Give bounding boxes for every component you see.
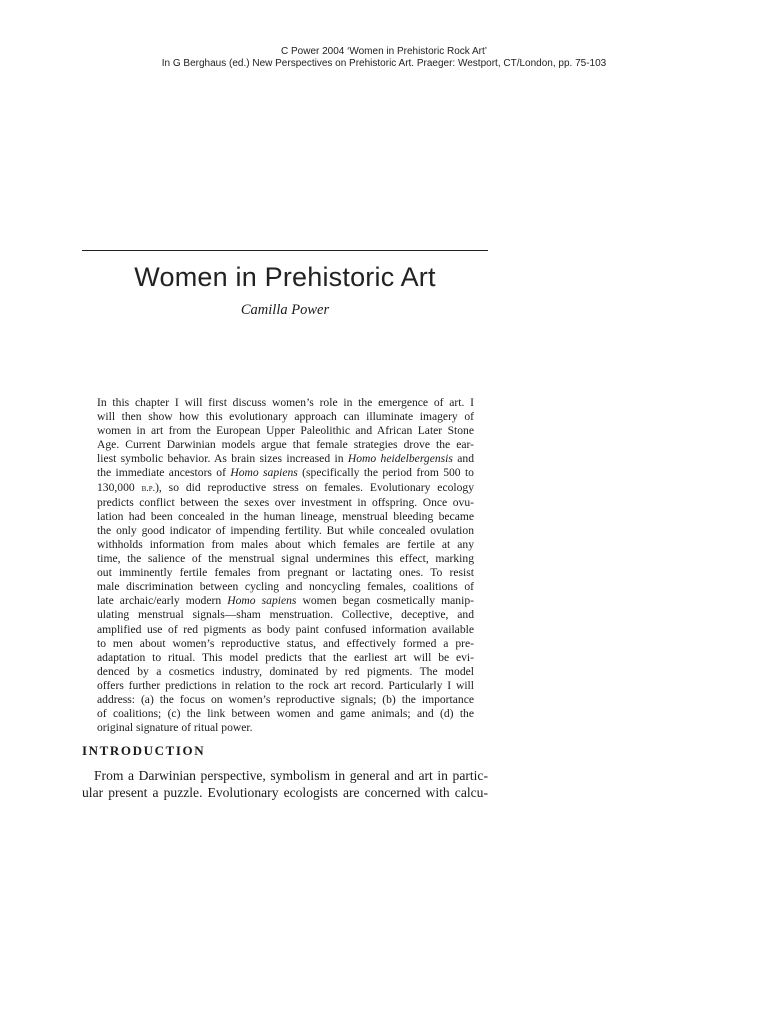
abstract-line: ulating menstrual signals—sham menstruation. Collective, deceptive, and: [97, 608, 474, 622]
abstract-text: 130,000: [97, 480, 135, 494]
abstract-line: amplified use of red pigments as body paint confused information available: [97, 622, 474, 636]
abstract-line: Age. Current Darwinian models argue that female strategies drove the ear-: [97, 438, 474, 452]
abstract: [97, 396, 474, 735]
abstract-line: predicts conflict between the sexes over investment in offspring. Once ovu-: [97, 495, 474, 509]
abstract-line: will then show how this evolutionary approach can illuminate imagery of: [97, 410, 474, 424]
abstract-line: address: (a) the focus on women’s reproductive signals; (b) the importance: [97, 692, 474, 706]
body-line: From a Darwinian perspective, symbolism in general and art in partic-: [94, 768, 488, 783]
species-name: Homo heidelbergensis: [347, 452, 453, 466]
body-paragraph: [82, 767, 488, 802]
abstract-line: withholds information from males about which females are fertile at any: [97, 537, 474, 551]
citation-line-2: In G Berghaus (ed.) New Perspectives on Prehistoric Art. Praeger: Westport, CT/London, pp. 75-103: [161, 58, 607, 69]
abstract-text: (specifically the period from 500 to: [302, 466, 474, 480]
abstract-line: out imminently fertile females from pregnant or lactating ones. To resist: [97, 566, 474, 580]
abstract-text: ), so did reproductive stress on females. Evolutionary ecology: [155, 480, 474, 494]
abstract-line: [97, 594, 474, 608]
abstract-line: denced by a cosmetics industry, dominated by red pigments. The model: [97, 664, 474, 678]
abstract-line: offers further predictions in relation to the rock art record. Particularly I will: [97, 678, 474, 692]
abstract-text: liest symbolic behavior. As brain sizes increased in: [97, 452, 344, 466]
title-rule: [82, 250, 488, 251]
abstract-text: women began cosmetically manip-: [302, 594, 474, 608]
abstract-line: [97, 452, 474, 466]
abstract-line: women in art from the European Upper Paleolithic and African Later Stone: [97, 424, 474, 438]
abstract-line: time, the salience of the menstrual signal undermines this effect, marking: [97, 552, 474, 566]
abstract-line: to men about women’s reproductive status, and effectively formed a pre-: [97, 636, 474, 650]
abstract-line: lation had been concealed in the human lineage, menstrual bleeding became: [97, 509, 474, 523]
abstract-line: In this chapter I will first discuss women’s role in the emergence of art. I: [97, 396, 474, 409]
abstract-text: late archaic/early modern: [97, 594, 222, 608]
species-name: Homo sapiens: [230, 466, 298, 480]
citation-header: [0, 46, 768, 70]
body-line: ular present a puzzle. Evolutionary ecologists are concerned with calcu-: [82, 785, 488, 801]
abstract-text: and: [457, 452, 474, 466]
abstract-line: original signature of ritual power.: [97, 721, 253, 735]
species-name: Homo sapiens: [227, 594, 297, 608]
abstract-line: of coalitions; (c) the link between women and game animals; and (d) the: [97, 707, 474, 721]
abstract-line: [97, 481, 474, 496]
chapter-title: Women in Prehistoric Art: [134, 262, 436, 292]
abstract-line: [97, 466, 474, 480]
chapter-author: Camilla Power: [240, 302, 330, 318]
abstract-text: the immediate ancestors of: [97, 466, 226, 480]
citation-line-1: C Power 2004 ‘Women in Prehistoric Rock Art’: [280, 46, 487, 57]
abstract-line: the only good indicator of impending fertility. But while concealed ovulation: [97, 523, 474, 537]
abstract-line: adaptation to ritual. This model predicts that the earliest art will be evi-: [97, 650, 474, 664]
abstract-line: male discrimination between cycling and noncycling females, coalitions of: [97, 580, 474, 594]
era-abbreviation: b.p.: [141, 482, 156, 494]
section-heading: INTRODUCTION: [82, 743, 206, 758]
